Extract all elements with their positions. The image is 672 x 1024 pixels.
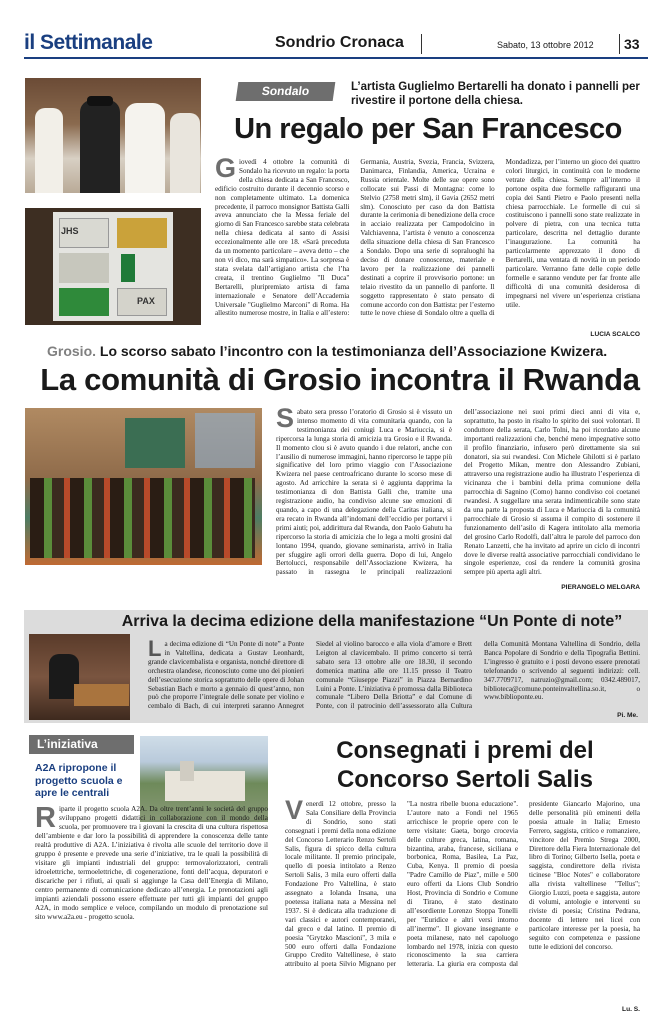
body-grosio: [276, 408, 640, 580]
dropcap-s: S: [276, 408, 295, 433]
text-ponte-note: a decima edizione di “Un Ponte di note” a Ponte in Valtellina, dedicata a Gustav Leonhardt, grande clavicembalista e organista, nonché direttore di orchestra olandese, riconosciuto come uno dei pionieri dell’esecuzione storica soprattutto delle opere di Johan Sebastian Bach e morto a gennaio di quest’anno, non può che proporre l’integrale delle sonate per violino e cembalo di Bach, di cui interpreti saranno Annegret Siedel al violino barocco e alla viola d’amore e Brett Leigton al clavicembalo. Il primo concerto si terrà sabato sera 13 ottobre alle ore 18.30, il secondo domenica mattina alle ore 11.15 presso il Teatro comunale “Giuseppe Piazzi” in Piazza Bernardino Luini a Ponte. L’iniziativa è promossa dalla Biblioteca comunale “Libero Della Briotta” e dal Comune di Ponte, con il patrocinio dell’assessorato alla Cultura della Comunità Montana Valtellina di Sondrio, della Banca Popolare di Sondrio e della Tipografia Bettini. L’ingresso è gratuito e i posti devono essere prenotati telefonando o scrivendo al seguenti indirizzi: cell. 347.7709717, natruzio@gmail.com; 0342.489017, biblioteca@comune.ponteinvaltellina.so.it, o www.bibliopоnte.eu.: [148, 640, 640, 711]
kicker-sondalo: Sondalo: [236, 82, 336, 101]
panel-text-pax: PAX: [137, 296, 155, 306]
masthead: il Settimanale: [24, 31, 153, 54]
body-sertoli-salis: [285, 800, 640, 1005]
body-sondalo: [215, 158, 640, 329]
panel-text-jhs: JHS: [61, 226, 79, 236]
dropcap-v: V: [285, 800, 304, 825]
text-grosio: abato sera presso l’oratorio di Grosio si è vissuto un intenso momento di vita comunitaria quando, con la testimonianza dei coniugi Luca e Mariuccia, si è ripercorsa la lunga storia di amicizia tra Grosio e il Rwanda. Il momento clou si è avuto quando i due relatori, anche con l’ausilio di numerose immagini, hanno ripercorso le tappe più significative del loro primo viaggio con l’Associazione Kwizera nel paese centroafricano durante lo scorso mese di agosto. Ad arricchire la serata si è aggiunta dapprima la testimonianza di don Battista Galli che, tramite una registrazione audio, ha condiviso alcune sue emozioni di quando, a capo di una delegazione della Caritas italiana, si era recato in Rwanda all’indomani dell’eccidio per portarvi i primi aiuti; poi, addirittura dal Rwanda, don Paolo Gahutu ha ripercorso la storia di amicizia che lo lega a molti grosini dal lontano 1994, quando, giovane seminarista, arrivò in Italia per sfuggire agli orrori della guerra. Dopo di lui, Angelo Bertolucci, responsabile dell’Associazione Kwizera, ha passato in rassegna le principali realizzazioni dell’associazione nei suoi primi dieci anni di vita e, soprattutto, ha posto in risalto lo spirito dei suoi volontari. Il conduttore della serata, Carlo Tolni, ha poi ricordato alcune importanti realizzazioni che, benché meno impegnative sotto il profilo finanziario, infusero però direttamente sia sui donatori, sia sui rwandesi. Con Michele Ghilotti si è parlato del Progetto Mikan, mentre don Alessandro Zubiani, attraverso una registrazione audio ha illustrato l’esperienza di vicinanza che i bambini della prima comunione della parrocchia di Sagnino (Como) hanno condiviso coi coetanei rwandesi. A suggellare una serata indimenticabile sono state da una parte la proposta di Luca e Mariuccia di la comunità parrocchiale di Grosio si assuma il compito di sostenere il funzionamento dell’asilo di Kagera intitolato alla memoria del grosino Carlo Rodolfi, dall’altra le parole del parroco don Renato Lanzetti, che ha invitato ad aprire un ciclo di incontri dove le diverse realtà associative parrocchiali condividano le singole esperienze, così da rendere la comunità grosina sempre più aperta agli altri.: [276, 408, 640, 577]
signature-sertoli-salis: Lu. S.: [622, 1006, 640, 1013]
header-divider: [421, 34, 422, 54]
text-sondalo: iovedì 4 ottobre la comunità di Sondalo ha ricevuto un regalo: la porta della chiesa dedicata a San Francesco, edificio costruito durante il decennio scorso e non completamente ultimato. La domenica precedente, il parroco monsignor Battista Galli aveva annunciato che la Messa feriale del giorno di San Francesco sarebbe stata celebrata nella chiesa dedicata al santo di Assisi eccezionalmente alle ore 18. «Sarà preceduta da un momento particolare – aveva detto – che non vi dico, ma sarà simpatico». La sorpresa è stata svelata dall’artigiano artista che l’ha creata, il trentino Guglielmo "Il Duca" Bertarelli, pluripremiato artista di fama internazionale e Senatore dell’Accademia Universale "Guglielmo Marconi" di Roma. Ha allestito numerose mostre, in Italia e all’estero: Germania, Austria, Svezia, Francia, Svizzera, Danimarca, Finlandia, America, Ucraina e Russia orientale. Molte delle sue opere sono collocate sui Passi di Montagna: come lo Stelvio (2758 metri slm), il Gavia (2652 metri slm). Conosciuto per caso da don Battista durante la cerimonia di benedizione della croce in acciaio realizzata per Campodolcino in Valchiavenna, l’artista è venuto a conoscenza della situazione della chiesa di San Francesco a Sondalo. Dopo una serie di sopraluoghi ha deciso di donare conoscenze, materiale e lavoro per la realizzazione dei pannelli destinati a coprire il provvisorio portone: un telaio rivestito da un pannello di panforte. Il soggetto rappresentato è stato pensato di comune accordo con don Battista: per l’esterno tutte le nove chiese di Sondalo oltre a quella di Mondadizza, per l’interno un gioco dei quattro colori liturgici, in continuità con le moderne vetrate della chiesa. Sempre all’interno il portone ospita due formelle raffiguranti una copia dei Santi Pietro e Paolo presenti nella chiesa parrocchiale. Le formelle di cui si costituiscono i pannelli sono state realizzate in polvere di pietra, con una tecnica tutta particolare, descritta nel dettaglio durante l’inaugurazione. La comunità ha particolarmente apprezzato il dono di Bertarelli, una ventata di novità in un periodo particolare. Verranno fatte delle copie delle formelle e saranno vendute per far fronte alle difficoltà di una comunità desiderosa di impegnarsi nel vivere un’esperienza cristiana utile.: [215, 158, 640, 318]
headline-ponte-note: Arriva la decima edizione della manifestazione “Un Ponte di note”: [121, 613, 623, 630]
header-divider-2: [619, 34, 620, 54]
body-ponte-note: [148, 640, 640, 712]
section-title: Sondrio Cronaca: [275, 34, 404, 51]
kicker-grosio: [47, 343, 607, 359]
photo-children-rwanda: [25, 408, 262, 565]
body-a2a: [35, 805, 268, 1005]
signature-ponte-note: Pi. Me.: [617, 712, 638, 719]
dropcap-r: R: [35, 805, 56, 834]
headline-a2a: A2A ripropone il progetto scuola e apre le centrali: [35, 762, 123, 799]
text-a2a: iparte il progetto scuola A2A. Da oltre trent’anni le società del gruppo sviluppano progetti didattici in collaborazione con il mondo della scuola, per promuovere tra i giovani la crescita di una cultura rispettosa dell’ambiente e dar loro la possibilità di apprendere la conoscenza delle tante realtà produttive di A2A. L’iniziativa è rivolta alle scuole del territorio dove il gruppo è presente e prevede una serie d’iniziative, tra le quali la possibilità di visitare gli impianti industriali del gruppo: termovalorizzatori, centrali idroelettriche, termoelettriche, di cogenerazione, fonti dell’acqua, depuratori e discariche per i rifiuti, ai quali si aggiunge la Casa dell’Energia di Milano, centro permanente di comunicazione dedicato all’energia. Le prenotazioni agli impianti aziendali possono essere effettuate per tutti gli impianti del gruppo A2A, in modo semplice e veloce, compilando un modulo di prenotazione sul sito www.a2a.eu - progetto scuola.: [35, 805, 268, 921]
photo-ceremony: [25, 78, 201, 193]
kicker-iniziativa: L’iniziativa: [29, 735, 134, 754]
issue-date: Sabato, 13 ottobre 2012: [497, 40, 594, 50]
text-sertoli-salis: enerdì 12 ottobre, presso la Sala Consiliare della Provincia di Sondrio, sono stati consegnati i premi della nona edizione del Concorso Letterario Renzo Sertoli Salis, figura di spicco della cultura locale militante. Il premio principale, quello di poesia intitolato a Renzo Sertoli Salis, 3 mila euro offerti dalla Fondazione Pro Valtellina, è stato assegnato a Iolanda Insana, una poetessa italiana nata a Messina nel 1937. Si è dedicata alla traduzione di vari classici e autori contemporanei, dal greco e dal latino. Il premio di poesia "Grytzko Mascioni", 3 mila e 500 euro offerti dalla Fondazione Gruppo Credito Valtellinese, è stato attribuito al poeta Silvio Mignano per "La nostra ribelle buona educazione". L’autore nato a Fondi nel 1965 arricchisce le proprie opere con le terre visitate: Gaeta, borgo crocevia delle culture greca, latina, romana, bizantina, araba, francese, siciliana e borbonica, Roma, Basilea, La Paz, Cuba, Kenya. Il premio di poesia "Padre Camillo de Piaz", mille e 500 euro offerti da Lions Club Sondrio Host, Provincia di Sondrio e Comune di Tirano, è stato destinato all’esordiente Lorenzo Stoppa Tonelli per "Euridice e altri versi intorno all’inerme". Il giovane insegnante e poeta milanese, nato nel capoluogo lombardo nel 1978, inizia con questo riconoscimento la sua carriera letteraria. La giuria era composta dal presidente Giancarlo Majorino, una delle personalità più eminenti della poesia attuale in Italia; Ernesto Ferrero, saggista, critico e romanziere, vincitore del Premio Strega 2000, Direttore della Fiera Internazionale del libro di Torino; Gilberto Isella, poeta e saggista, condirettore della rivista ticinese "Bloc Notes" e collaboratore alla rivista valtellinese "Tellus"; Giorgio Luzzi, poeta e saggista, autore di volumi, antologie e interventi su riviste di poesia; Cristina Pedrana, docente di lettere nei licei con particolare interesse per la poesia, ha seguito con competenza e passione tutte le edizioni del concorso.: [285, 800, 640, 969]
page-number: 33: [624, 36, 640, 52]
headline-sondalo: Un regalo per San Francesco: [234, 113, 622, 145]
signature-grosio: PIERANGELO MELGARA: [561, 584, 640, 591]
kicker-grosio-label: Grosio.: [47, 343, 97, 359]
dropcap-l: L: [148, 640, 162, 661]
photo-door-panels: [25, 208, 201, 325]
subtitle-sondalo: L’artista Guglielmo Bertarelli ha donato i pannelli per rivestire il portone della chiesa.: [351, 81, 640, 107]
headline-grosio: La comunità di Grosio incontra il Rwanda: [40, 362, 640, 397]
dropcap-g: G: [215, 158, 237, 183]
subtitle-grosio: Lo scorso sabato l’incontro con la testimonianza dell’Associazione Kwizera.: [99, 343, 608, 359]
photo-harpsichord: [29, 634, 130, 720]
headline-sertoli-salis: Consegnati i premi del Concorso Sertoli Salis: [336, 737, 594, 793]
signature-sondalo: LUCIA SCALCO: [590, 331, 640, 338]
header-rule: [24, 57, 648, 59]
